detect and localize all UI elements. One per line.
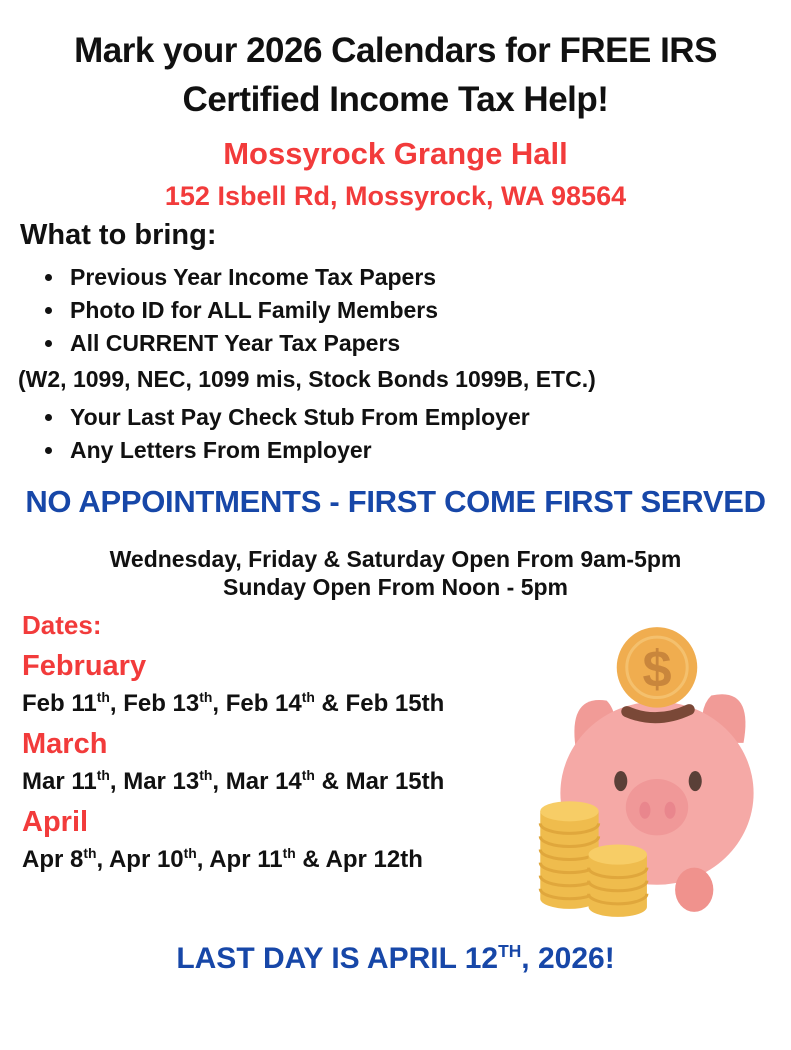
pig-snout-icon	[626, 779, 688, 835]
month-name-february: February	[22, 650, 147, 682]
month-dates-february: Feb 11th, Feb 13th, Feb 14th & Feb 15th	[22, 689, 445, 717]
last-day-banner: LAST DAY IS APRIL 12TH, 2026!	[176, 941, 615, 975]
list-item: • Previous Year Income Tax Papers	[66, 261, 791, 294]
venue-name: Mossyrock Grange Hall	[223, 136, 568, 171]
bring-list-top	[0, 261, 791, 360]
pig-foot-right-icon	[675, 868, 713, 912]
pig-eye-left-icon	[614, 771, 627, 791]
bring-list-bottom	[0, 401, 791, 467]
list-item: • Any Letters From Employer	[66, 434, 791, 467]
hours-line-2: Sunday Open From Noon - 5pm	[222, 574, 568, 600]
tax-forms-note: (W2, 1099, NEC, 1099 mis, Stock Bonds 1099B, ETC.)	[18, 366, 596, 392]
dates-heading: Dates:	[22, 610, 102, 640]
flyer-page	[0, 26, 791, 1050]
pig-eye-right-icon	[689, 771, 702, 791]
title-line-2: Certified Income Tax Help!	[182, 80, 609, 119]
month-name-april: April	[22, 806, 89, 838]
coin-stack-short-icon	[589, 844, 647, 916]
hours-line-1: Wednesday, Friday & Saturday Open From 9am-5pm	[109, 546, 682, 572]
list-item: • All CURRENT Year Tax Papers	[66, 327, 791, 360]
pig-nostril-right-icon	[665, 802, 676, 819]
month-name-march: March	[22, 728, 108, 760]
dollar-coin-icon	[617, 627, 698, 708]
title-line-1: Mark your 2026 Calendars for FREE IRS	[74, 31, 717, 70]
pig-nostril-left-icon	[639, 802, 650, 819]
page-title	[14, 26, 777, 124]
what-to-bring-heading: What to bring:	[20, 219, 217, 251]
month-dates-march: Mar 11th, Mar 13th, Mar 14th & Mar 15th	[22, 767, 445, 795]
month-dates-april: Apr 8th, Apr 10th, Apr 11th & Apr 12th	[22, 845, 423, 873]
no-appointments-notice: NO APPOINTMENTS - FIRST COME FIRST SERVED	[25, 484, 766, 519]
open-hours	[0, 545, 791, 601]
list-item: • Photo ID for ALL Family Members	[66, 294, 791, 327]
piggy-bank-illustration	[528, 610, 790, 932]
svg-text:$: $	[642, 640, 672, 699]
list-item: • Your Last Pay Check Stub From Employer	[66, 401, 791, 434]
venue-address: 152 Isbell Rd, Mossyrock, WA 98564	[164, 181, 627, 211]
